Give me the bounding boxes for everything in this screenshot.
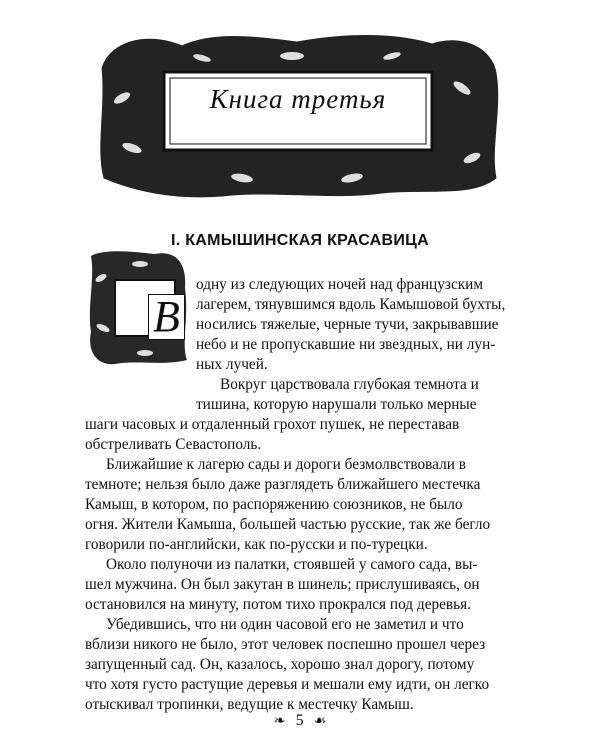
text-line: остановился на минуту, потом тихо прокрался под деревья.	[85, 596, 471, 613]
footer-ornament-right-icon: ☙	[313, 714, 327, 729]
text-line: Вокруг царствовала глубокая темнота и	[220, 376, 479, 393]
drop-cap-letter: В	[148, 294, 185, 340]
text-line: огня. Жители Камыша, большей частью русские, так же бегло	[85, 516, 491, 533]
text-line: что хотя густо растущие деревья и мешали ему идти, он легко	[85, 676, 490, 693]
book-part-title: Книга третья	[209, 84, 387, 114]
text-line: шел мужчина. Он был закутан в шинель; прислушиваясь, он	[85, 576, 480, 593]
page-number: 5	[295, 712, 304, 729]
footer-ornament-left-icon: ❧	[273, 714, 286, 729]
text-line: обстреливать Севастополь.	[85, 436, 262, 453]
text-line: Камыш, в котором, по распоряжению союзников, не было	[85, 496, 463, 513]
text-line: отыскивал тропинки, ведущие к местечку Камыш.	[85, 696, 414, 713]
text-line: запущенный сад. Он, казалось, хорошо знал дорогу, потому	[85, 656, 475, 673]
text-line: лагерем, тянувшимся вдоль Камышовой бухты,	[196, 296, 506, 313]
text-line: Около полуночи из палатки, стоявшей у самого сада, вы-	[106, 556, 478, 573]
text-line: шаги часовых и отдаленный грохот пушек, не переставав	[85, 416, 460, 433]
text-line: ных лучей.	[196, 356, 268, 373]
text-line: небо и не пропускавшие ни звездных, ни лун-	[196, 336, 496, 353]
text-line: Убедившись, что ни один часовой его не заметил и что	[106, 616, 464, 633]
text-line: вблизи никого не было, этот человек поспешно прошел через	[85, 636, 486, 653]
text-line: носились тяжелые, черные тучи, закрывавшие	[196, 316, 499, 333]
text-line: темноте; нельзя было даже разглядеть ближайшего местечка	[85, 476, 481, 493]
text-line: тишина, которую нарушали только мерные	[196, 396, 477, 413]
page-footer	[0, 712, 600, 730]
text-line: говорили по-английски, как по-русски и по-турецки.	[85, 536, 428, 553]
text-line: Ближайшие к лагерю сады и дороги безмолвствовали в	[106, 456, 466, 473]
chapter-title: I. КАМЫШИНСКАЯ КРАСАВИЦА	[171, 232, 429, 249]
text-line: одну из следующих ночей над французским	[196, 276, 484, 293]
